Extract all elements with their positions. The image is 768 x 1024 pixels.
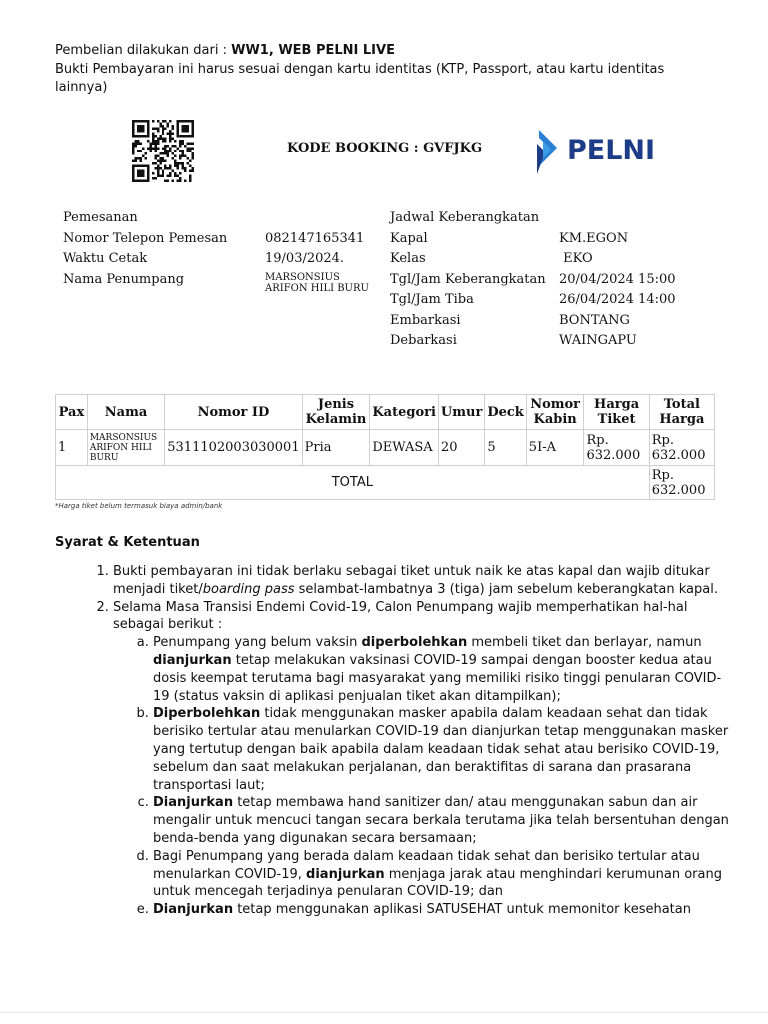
term-subitem-d: [153, 848, 735, 901]
col-header: Harga Tiket: [584, 395, 649, 430]
cell-deck: 5: [485, 430, 526, 466]
arrival-label: Tgl/Jam Tiba: [390, 292, 474, 307]
terms-list: [55, 563, 735, 919]
col-header: Jenis Kelamin: [302, 395, 370, 430]
term-subitem-c: [153, 794, 735, 847]
col-header: Nomor Kabin: [526, 395, 584, 430]
col-header: Kategori: [370, 395, 439, 430]
orderer-title: Pemesanan: [63, 210, 138, 225]
schedule-section: [390, 208, 720, 353]
term-bold: Diperbolehkan: [153, 706, 261, 722]
term-subitem-e: [153, 901, 735, 919]
orderer-section: [63, 208, 383, 308]
term-text: Selama Masa Transisi Endemi Covid-19, Calon Penumpang wajib memperhatikan hal-hal sebagai berikut :: [113, 599, 688, 633]
cell-price: Rp. 632.000: [584, 430, 649, 466]
embarkation-label: Embarkasi: [390, 312, 461, 328]
cell-total: Rp. 632.000: [649, 430, 714, 466]
term-text: selambat-lambatnya 3 (tiga) jam sebelum keberangkatan kapal.: [294, 581, 718, 597]
table-row: [56, 430, 715, 466]
term-text: Bukti pembayaran ini tidak berlaku sebagai tiket untuk naik ke atas kapal dan wajib ditukar menjadi tiket/: [113, 564, 710, 597]
table-header-row: [56, 395, 715, 430]
term-bold: Dianjurkan: [153, 902, 234, 918]
qr-code-icon: [132, 120, 194, 182]
total-row: [56, 466, 715, 500]
ship-value: KM.EGON: [559, 230, 629, 246]
purchase-prefix: Pembelian dilakukan dari :: [55, 43, 232, 58]
purchase-source-line: [55, 42, 745, 60]
arrival-value: 26/04/2024 14:00: [559, 292, 676, 307]
ship-label: Kapal: [390, 230, 428, 246]
col-header: Nomor ID: [165, 395, 302, 430]
departure-label: Tgl/Jam Keberangkatan: [390, 271, 546, 287]
identity-note: Bukti Pembayaran ini harus sesuai dengan kartu identitas (KTP, Passport, atau kartu identitas lainnya): [55, 62, 665, 95]
total-label: TOTAL: [56, 466, 650, 500]
debarkation-value: WAINGAPU: [559, 333, 637, 348]
purchase-source: WW1, WEB PELNI LIVE: [231, 43, 395, 58]
term-text: tetap membawa hand sanitizer dan/ atau menggunakan sabun dan air mengalir untuk mencuci tangan secara berkala terutama jika telah bersentuhan dengan benda-benda yang digunakan secara bersamaan;: [153, 795, 729, 846]
term-bold: Dianjurkan: [153, 795, 234, 811]
term-text: Bagi Penumpang yang berada dalam keadaan tidak sehat dan berisiko tertular atau menularkan COVID-19,: [153, 848, 700, 882]
terms-title: Syarat & Ketentuan: [55, 535, 200, 550]
print-time-label: Waktu Cetak: [63, 251, 148, 266]
term-item-1: [113, 563, 735, 599]
cell-category: DEWASA: [370, 430, 439, 466]
col-header: Total Harga: [649, 395, 714, 430]
col-header: Deck: [485, 395, 526, 430]
debarkation-label: Debarkasi: [390, 333, 457, 348]
print-time-value: 19/03/2024.: [265, 251, 345, 266]
price-note: *Harga tiket belum termasuk biaya admin/bank: [55, 502, 223, 510]
schedule-title: Jadwal Keberangkatan: [390, 210, 540, 225]
term-text: Penumpang yang belum vaksin: [153, 635, 362, 651]
cell-pax: 1: [56, 430, 88, 466]
term-text: tidak menggunakan masker apabila dalam keadaan sehat dan tidak berisiko tertular atau menularkan COVID-19 dan dianjurkan tetap menggunakan masker yang tertutup dengan baik apabila dalam keadaan tidak sehat atau berisiko COVID-19, sebelum dan saat melakukan perjalanan, dan beraktifitas di sarana dan prasarana transportasi laut;: [153, 706, 729, 793]
passenger-name: MARSONSIUS ARIFON HILI BURU: [265, 272, 369, 294]
term-text: tetap melakukan vaksinasi COVID-19 sampai dengan booster kedua atau dosis keempat terutama bagi masyarakat yang memiliki risiko tinggi penularan COVID-19 (status vaksin di aplikasi penjualan tiket akan ditampilkan);: [153, 652, 722, 704]
term-subitem-b: [153, 705, 735, 794]
phone-label: Nomor Telepon Pemesan: [63, 230, 228, 246]
page-bottom-rule: [0, 1012, 768, 1013]
col-header: Pax: [56, 395, 88, 430]
cell-gender: Pria: [302, 430, 370, 466]
class-label: Kelas: [390, 251, 426, 266]
term-text: membeli tiket dan berlayar, namun: [467, 635, 702, 651]
total-value: Rp. 632.000: [649, 466, 714, 500]
col-header: Umur: [438, 395, 484, 430]
term-text: tetap menggunakan aplikasi SATUSEHAT untuk memonitor kesehatan: [233, 902, 691, 918]
col-header: Nama: [87, 395, 164, 430]
term-bold: dianjurkan: [153, 652, 232, 668]
term-item-2: [113, 599, 735, 919]
cell-age: 20: [438, 430, 484, 466]
cell-name: MARSONSIUS ARIFON HILI BURU: [87, 430, 164, 466]
term-emphasis: boarding pass: [202, 581, 295, 597]
logo-text: PELNI: [567, 135, 656, 166]
embarkation-value: BONTANG: [559, 312, 630, 328]
phone-value: 082147165341: [265, 230, 365, 246]
passenger-table: [55, 394, 715, 500]
cell-cabin: 5I-A: [526, 430, 584, 466]
departure-value: 20/04/2024 15:00: [559, 271, 676, 287]
cell-id: 5311102003030001: [165, 430, 302, 466]
passenger-label: Nama Penumpang: [63, 271, 185, 287]
booking-code: KODE BOOKING : GVFJKG: [287, 141, 483, 156]
term-text: menjaga jarak atau menghindari kerumunan orang untuk mencegah terjadinya penularan COVID-19; dan: [153, 866, 722, 900]
term-subitem-a: [153, 634, 735, 705]
class-value: EKO: [559, 251, 593, 266]
term-bold: dianjurkan: [306, 866, 385, 882]
term-bold: diperbolehkan: [361, 635, 468, 651]
pelni-logo: [535, 128, 675, 176]
